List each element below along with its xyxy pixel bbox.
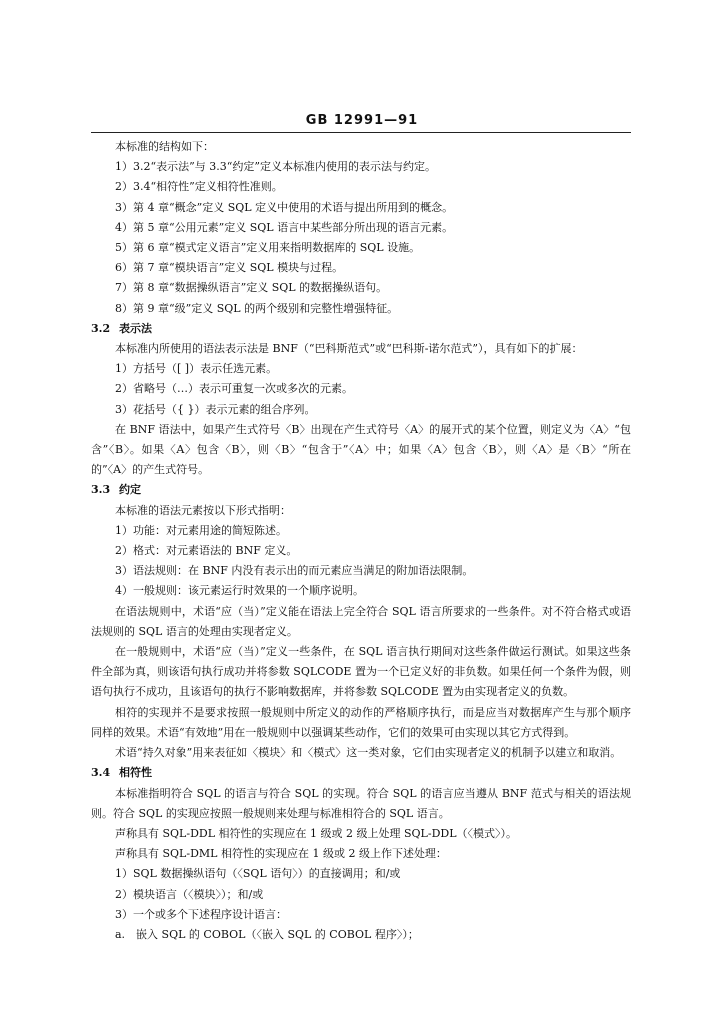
text-line: 7）第 8 章“数据操纵语言”定义 SQL 的数据操纵语句。	[115, 281, 388, 295]
paragraph: 在 BNF 语法中，如果产生式符号〈B〉出现在产生式符号〈A〉的展开式的某个位置，则定义为〈A〉“包含”〈B〉。如果〈A〉包含〈B〉，则〈B〉“包含于”〈A〉中；如果〈A〉包含〈B〉，则〈A〉是〈B〉“所在的”〈A〉的产生式符号。	[91, 422, 631, 477]
paragraph: 术语“持久对象”用来表征如〈模块〉和〈模式〉这一类对象，它们由实现者定义的机制予以建立和取消。	[115, 746, 622, 760]
text-line: 本标准内所使用的语法表示法是 BNF（“巴科斯范式”或“巴科斯-诺尔范式”），具有如下的扩展：	[115, 342, 583, 356]
standard-number-header: GB 12991—91	[305, 113, 419, 128]
section-title: 约定	[119, 483, 141, 497]
text-line: 5）第 6 章“模式定义语言”定义用来指明数据库的 SQL 设施。	[115, 241, 421, 255]
text-line: 8）第 9 章“级”定义 SQL 的两个级别和完整性增强特征。	[115, 301, 399, 315]
text-line: 声称具有 SQL-DML 相符性的实现应在 1 级或 2 级上作下述处理：	[115, 847, 447, 861]
paragraph: 在一般规则中，术语“应（当）”定义一些条件，在 SQL 语言执行期间对这些条件做运行测试。如果这些条件全部为真，则该语句执行成功并将参数 SQLCODE 置为一个已定义好的非负数。如果任何一个条件为假，则语句执行不成功，且该语句的执行不影响数据库，并将参数 SQLCODE 置为由实现者定义的负数。	[91, 645, 631, 699]
section-number: 3.2	[91, 321, 111, 335]
text-line: 3）语法规则：在 BNF 内没有表示出的而元素应当满足的附加语法限制。	[115, 564, 474, 578]
text-line: 6）第 7 章“模块语言”定义 SQL 模块与过程。	[115, 261, 344, 275]
text-line: 1）方括号（[ ]）表示任选元素。	[115, 362, 278, 376]
paragraph: 本标准指明符合 SQL 的语言与符合 SQL 的实现。符合 SQL 的语言应当遵从 BNF 范式与相关的语法规则。符合 SQL 的实现应按照一般规则来处理与标准相符合的 SQL 语言。	[91, 786, 631, 820]
text-line: 2）省略号（…）表示可重复一次或多次的元素。	[115, 382, 353, 396]
text-line: 4）一般规则：该元素运行时效果的一个顺序说明。	[115, 584, 364, 598]
section-heading	[91, 763, 631, 783]
text-line: 本标准的语法元素按以下形式指明：	[115, 503, 291, 517]
text-line: 1）3.2“表示法”与 3.3“约定”定义本标准内使用的表示法与约定。	[115, 160, 436, 174]
text-line: 2）模块语言（〈模块〉）；和/或	[115, 887, 264, 901]
section-title: 相符性	[119, 766, 152, 780]
text-line: 1）SQL 数据操纵语句（〈SQL 语句〉）的直接调用；和/或	[115, 867, 401, 881]
text-line: 3）花括号（{ }）表示元素的组合序列。	[115, 402, 316, 416]
text-line: 2）格式：对元素语法的 BNF 定义。	[115, 544, 298, 558]
text-line: 4）第 5 章“公用元素”定义 SQL 语言中某些部分所出现的语言元素。	[115, 220, 454, 234]
text-line: 本标准的结构如下：	[115, 140, 214, 153]
text-line: 1）功能：对元素用途的简短陈述。	[115, 523, 287, 537]
document-body	[91, 137, 631, 945]
section-number: 3.3	[91, 483, 111, 497]
paragraph: 相符的实现并不是要求按照一般规则中所定义的动作的严格顺序执行，而是应当对数据库产生与那个顺序同样的效果。术语“有效地”用在一般规则中以强调某些动作，它们的效果可由实现以其它方式得到。	[91, 705, 631, 739]
text-line: a. 嵌入 SQL 的 COBOL（〈嵌入 SQL 的 COBOL 程序〉）；	[115, 927, 419, 941]
section-heading	[91, 480, 631, 500]
header-rule	[91, 132, 631, 133]
text-line: 声称具有 SQL-DDL 相符性的实现应在 1 级或 2 级上处理 SQL-DDL（〈模式〉）。	[115, 826, 518, 840]
paragraph: 在语法规则中，术语“应（当）”定义能在语法上完全符合 SQL 语言所要求的一些条件。对不符合格式或语法规则的 SQL 语言的处理由实现者定义。	[91, 604, 631, 638]
section-number: 3.4	[91, 766, 111, 780]
section-title: 表示法	[119, 321, 152, 335]
section-heading	[91, 319, 631, 339]
text-line: 3）一个或多个下述程序设计语言：	[115, 907, 287, 921]
text-line: 2）3.4“相符性”定义相符性准则。	[115, 180, 283, 194]
text-line: 3）第 4 章“概念”定义 SQL 定义中使用的术语与提出所用到的概念。	[115, 200, 454, 214]
